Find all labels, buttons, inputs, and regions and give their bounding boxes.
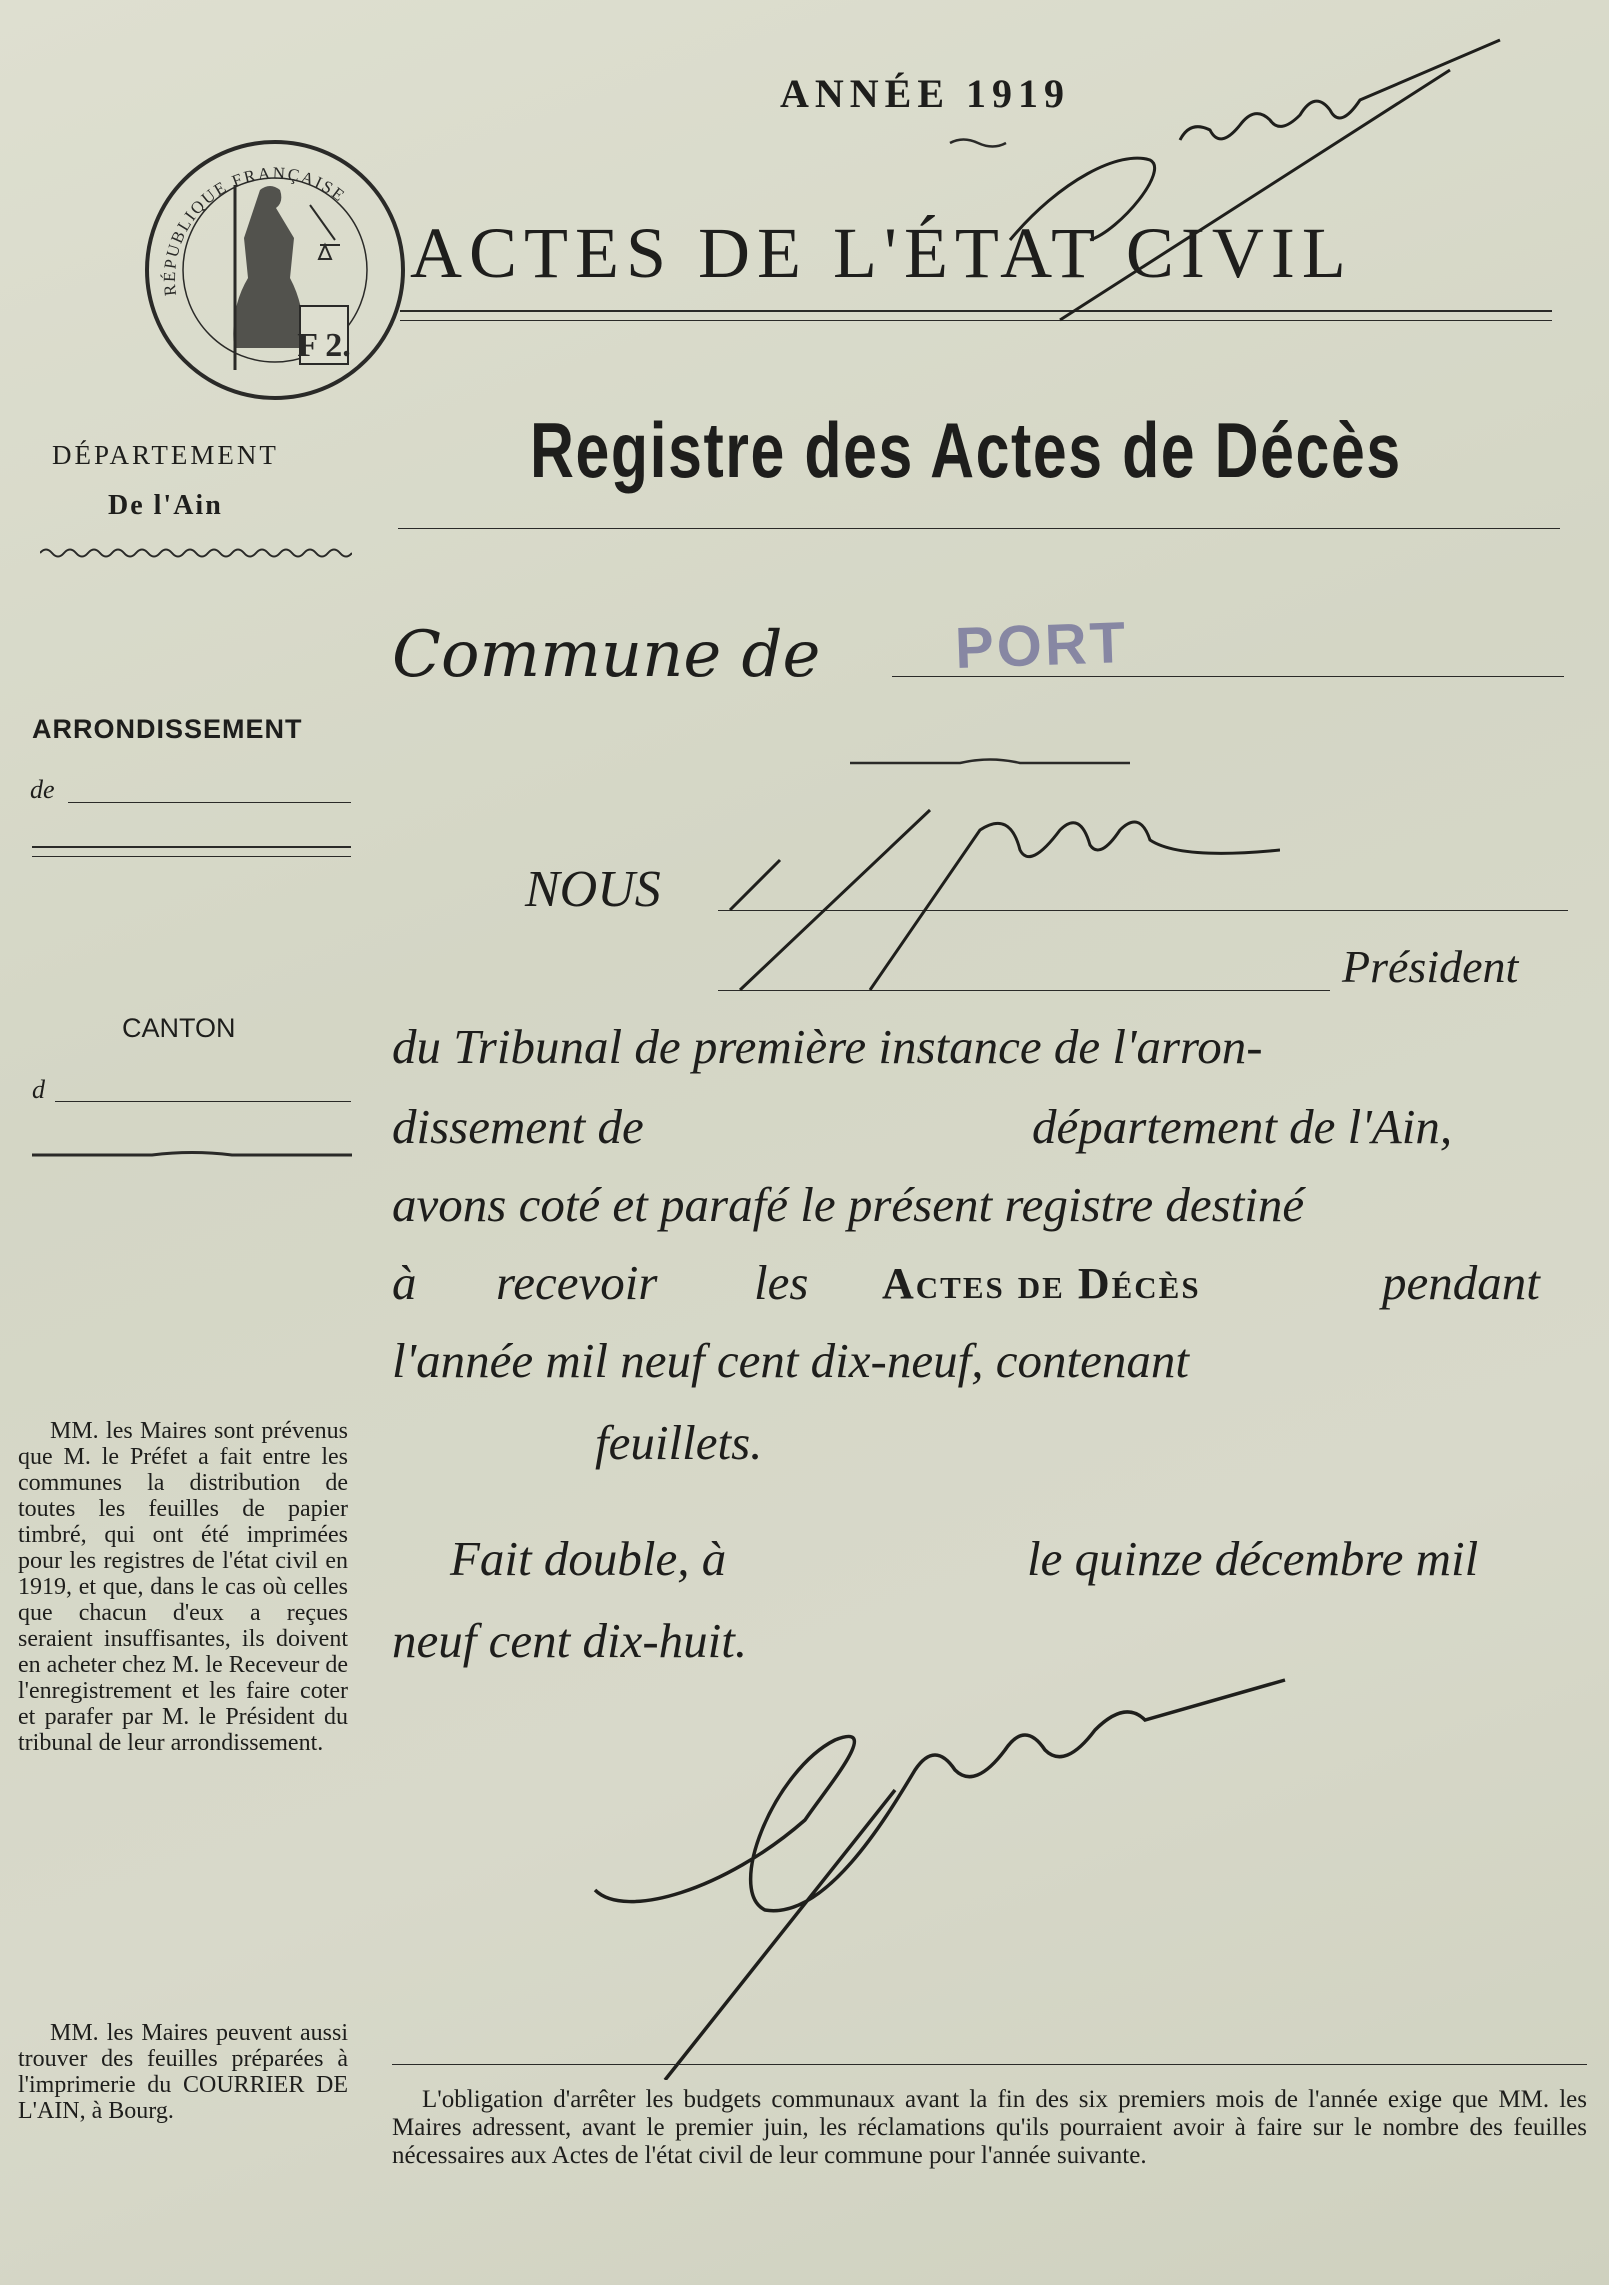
register-title: Registre des Actes de Décès	[530, 406, 1402, 494]
body-line-7-a: Fait double, à	[450, 1531, 727, 1586]
arrondissement-line	[68, 802, 351, 803]
mayors-notice-1-text: MM. les Maires sont prévenus que M. le Préfet a fait entre les communes la distribution de toutes les feuilles de papier timbré, qui ont été imprimées pour les registres de l'état civil en 1919, et que, dans le cas où celles que chacun d'eux a reçues seraient insuffisantes, ils doivent en acheter chez M. le Receveur de l'enregistrement et les faire coter et parafer par M. le Président du tribunal de leur arrondissement.	[18, 1418, 348, 1756]
body-line-4-a: à	[392, 1255, 417, 1310]
year-heading: ANNÉE 1919	[780, 71, 1071, 116]
republic-seal-icon	[140, 130, 410, 410]
body-line-2-end: département de l'Ain,	[1032, 1099, 1453, 1154]
budget-footnote	[392, 2086, 1587, 2170]
mayors-notice-2	[18, 2020, 348, 2124]
year-ornament	[948, 136, 1008, 150]
signature-bottom	[585, 1660, 1305, 2080]
body-line-8: neuf cent dix-huit.	[392, 1613, 748, 1668]
commune-stamp: PORT	[953, 609, 1130, 682]
mayors-notice-1	[18, 1418, 348, 1756]
canton-prefix: d	[32, 1075, 45, 1104]
department-name: De l'Ain	[108, 490, 223, 521]
department-ornament	[40, 546, 352, 560]
register-rule	[398, 528, 1560, 529]
canton-line	[55, 1101, 351, 1102]
signature-nous	[720, 790, 1280, 1010]
body-line-1: du Tribunal de première instance de l'arron-	[392, 1019, 1263, 1074]
seal-price: F 2.	[297, 327, 351, 364]
canton-ornament	[32, 1148, 352, 1162]
body-line-5: l'année mil neuf cent dix-neuf, contenant	[392, 1333, 1189, 1388]
mayors-notice-2-text: MM. les Maires peuvent aussi trouver des feuilles préparées à l'imprimerie du COURRIER DE L'AIN, à Bourg.	[18, 2020, 348, 2124]
body-line-4-e: pendant	[1382, 1255, 1540, 1310]
body-line-6: feuillets.	[595, 1415, 763, 1470]
canton-label: CANTON	[122, 1013, 236, 1043]
nous-label: NOUS	[525, 861, 661, 918]
acts-of-death-label: Actes de Décès	[882, 1259, 1201, 1308]
body-line-2	[392, 1098, 1577, 1155]
department-label: DÉPARTEMENT	[52, 440, 279, 470]
body-line-4	[392, 1254, 1577, 1311]
seal-inscription: RÉPUBLIQUE FRANÇAISE	[159, 163, 350, 297]
arrondissement-label: ARRONDISSEMENT	[32, 714, 303, 744]
president-label: Président	[1342, 941, 1519, 992]
signature-top	[1000, 30, 1520, 330]
arrondissement-prefix: de	[30, 775, 55, 804]
commune-ornament	[850, 756, 1130, 770]
arrondissement-rule-1	[32, 846, 351, 848]
commune-label: Commune de	[392, 618, 821, 692]
body-line-2-start: dissement de	[392, 1099, 644, 1154]
body-line-7-b: le quinze décembre mil	[1027, 1531, 1479, 1586]
footnote-rule	[392, 2064, 1587, 2065]
body-line-3: avons coté et parafé le présent registre destiné	[392, 1177, 1305, 1232]
budget-footnote-text: L'obligation d'arrêter les budgets communaux avant la fin des six premiers mois de l'année exige que MM. les Maires adressent, avant le premier juin, les réclamations qu'ils pourraient avoir à faire sur le nombre des feuilles nécessaires aux Actes de l'état civil de leur commune pour l'année suivante.	[392, 2086, 1587, 2169]
arrondissement-rule-2	[32, 856, 351, 857]
body-line-4-b: recevoir	[496, 1255, 658, 1310]
body-line-4-c: les	[754, 1255, 809, 1310]
page-title: ACTES DE L'ÉTAT CIVIL	[410, 213, 1353, 293]
